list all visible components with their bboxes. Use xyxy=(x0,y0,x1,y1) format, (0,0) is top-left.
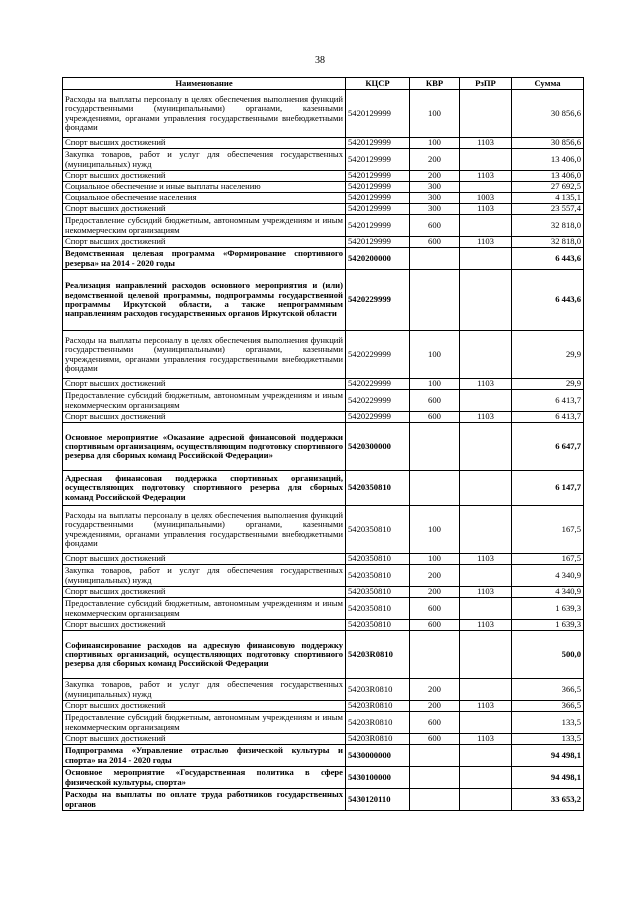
header-kvr: КВР xyxy=(410,78,460,90)
cell-rzpr xyxy=(460,182,512,193)
cell-kvr: 300 xyxy=(410,204,460,215)
cell-rzpr xyxy=(460,471,512,506)
cell-name: Социальное обеспечение и иные выплаты населению xyxy=(63,182,346,193)
table-row xyxy=(63,734,584,745)
cell-kvr: 600 xyxy=(410,215,460,237)
cell-kcsr: 54203R0810 xyxy=(346,701,410,712)
cell-kvr: 600 xyxy=(410,620,460,631)
cell-kvr: 600 xyxy=(410,734,460,745)
table-row xyxy=(63,554,584,565)
cell-rzpr xyxy=(460,745,512,767)
cell-name: Расходы на выплаты по оплате труда работников государственных органов xyxy=(63,789,346,811)
cell-rzpr: 1003 xyxy=(460,193,512,204)
cell-kvr: 200 xyxy=(410,171,460,182)
cell-kvr: 100 xyxy=(410,554,460,565)
cell-kvr: 100 xyxy=(410,138,460,149)
cell-name: Социальное обеспечение населения xyxy=(63,193,346,204)
cell-kvr xyxy=(410,767,460,789)
table-row xyxy=(63,471,584,506)
cell-sum: 1 639,3 xyxy=(512,598,584,620)
cell-rzpr: 1103 xyxy=(460,138,512,149)
table-row xyxy=(63,331,584,379)
cell-kvr: 600 xyxy=(410,412,460,423)
table-row xyxy=(63,506,584,554)
cell-name: Спорт высших достижений xyxy=(63,554,346,565)
cell-kvr: 200 xyxy=(410,701,460,712)
cell-kcsr: 54203R0810 xyxy=(346,631,410,679)
cell-sum: 366,5 xyxy=(512,679,584,701)
table-row xyxy=(63,215,584,237)
cell-rzpr: 1103 xyxy=(460,171,512,182)
cell-kcsr: 5430000000 xyxy=(346,745,410,767)
table-row xyxy=(63,565,584,587)
cell-kcsr: 5430100000 xyxy=(346,767,410,789)
cell-kcsr: 5420300000 xyxy=(346,423,410,471)
cell-rzpr xyxy=(460,598,512,620)
cell-kvr: 100 xyxy=(410,331,460,379)
table-row xyxy=(63,182,584,193)
table-header-row xyxy=(63,78,584,90)
cell-rzpr: 1103 xyxy=(460,379,512,390)
cell-kcsr: 5420129999 xyxy=(346,215,410,237)
cell-kcsr: 5420200000 xyxy=(346,248,410,270)
cell-kcsr: 5420350810 xyxy=(346,587,410,598)
cell-name: Реализация направлений расходов основного мероприятия и (или) ведомственной целевой программы, подпрограммы государственной программы Иркутской области, а также непрограммным направлениям расходов государственных органов Иркутской области xyxy=(63,270,346,331)
cell-kcsr: 5420350810 xyxy=(346,598,410,620)
cell-name: Спорт высших достижений xyxy=(63,237,346,248)
table-row xyxy=(63,631,584,679)
cell-kvr: 100 xyxy=(410,379,460,390)
cell-kcsr: 5420129999 xyxy=(346,90,410,138)
cell-rzpr xyxy=(460,712,512,734)
cell-rzpr: 1103 xyxy=(460,701,512,712)
cell-rzpr xyxy=(460,270,512,331)
cell-sum: 6 413,7 xyxy=(512,390,584,412)
cell-kcsr: 5420129999 xyxy=(346,237,410,248)
cell-sum: 4 135,1 xyxy=(512,193,584,204)
table-row xyxy=(63,620,584,631)
cell-kvr xyxy=(410,789,460,811)
cell-rzpr xyxy=(460,789,512,811)
cell-kvr xyxy=(410,745,460,767)
cell-sum: 4 340,9 xyxy=(512,587,584,598)
cell-name: Ведомственная целевая программа «Формирование спортивного резерва» на 2014 - 2020 годы xyxy=(63,248,346,270)
cell-sum: 27 692,5 xyxy=(512,182,584,193)
table-row xyxy=(63,171,584,182)
cell-kcsr: 5420129999 xyxy=(346,182,410,193)
cell-rzpr xyxy=(460,215,512,237)
cell-rzpr xyxy=(460,331,512,379)
cell-sum: 366,5 xyxy=(512,701,584,712)
table-row xyxy=(63,587,584,598)
cell-name: Предоставление субсидий бюджетным, автономным учреждениям и иным некоммерческим организациям xyxy=(63,712,346,734)
cell-name: Спорт высших достижений xyxy=(63,204,346,215)
cell-name: Спорт высших достижений xyxy=(63,171,346,182)
table-row xyxy=(63,767,584,789)
cell-sum: 32 818,0 xyxy=(512,215,584,237)
cell-rzpr xyxy=(460,423,512,471)
cell-sum: 13 406,0 xyxy=(512,171,584,182)
cell-kvr xyxy=(410,471,460,506)
cell-rzpr: 1103 xyxy=(460,204,512,215)
cell-kvr xyxy=(410,270,460,331)
cell-sum: 32 818,0 xyxy=(512,237,584,248)
cell-name: Софинансирование расходов на адресную финансовую поддержку спортивных организаций, осуществляющих подготовку спортивного резерва для сборных команд Российской Федерации xyxy=(63,631,346,679)
table-row xyxy=(63,390,584,412)
header-name: Наименование xyxy=(63,78,346,90)
cell-sum: 13 406,0 xyxy=(512,149,584,171)
cell-rzpr xyxy=(460,248,512,270)
cell-kvr xyxy=(410,248,460,270)
cell-kcsr: 5420350810 xyxy=(346,506,410,554)
cell-kcsr: 5420350810 xyxy=(346,554,410,565)
cell-name: Спорт высших достижений xyxy=(63,379,346,390)
cell-kcsr: 5420229999 xyxy=(346,379,410,390)
table-row xyxy=(63,701,584,712)
table-row xyxy=(63,270,584,331)
cell-name: Основное мероприятие «Государственная политика в сфере физической культуры, спорта» xyxy=(63,767,346,789)
cell-name: Закупка товаров, работ и услуг для обеспечения государственных (муниципальных) нужд xyxy=(63,149,346,171)
cell-name: Закупка товаров, работ и услуг для обеспечения государственных (муниципальных) нужд xyxy=(63,679,346,701)
cell-rzpr: 1103 xyxy=(460,620,512,631)
cell-kvr: 200 xyxy=(410,587,460,598)
cell-name: Предоставление субсидий бюджетным, автономным учреждениям и иным некоммерческим организациям xyxy=(63,598,346,620)
cell-rzpr xyxy=(460,90,512,138)
cell-kvr: 200 xyxy=(410,679,460,701)
cell-sum: 167,5 xyxy=(512,554,584,565)
table-row xyxy=(63,193,584,204)
cell-kvr: 100 xyxy=(410,506,460,554)
cell-sum: 167,5 xyxy=(512,506,584,554)
cell-sum: 94 498,1 xyxy=(512,767,584,789)
table-row xyxy=(63,248,584,270)
cell-rzpr: 1103 xyxy=(460,734,512,745)
cell-name: Спорт высших достижений xyxy=(63,412,346,423)
header-sum: Сумма xyxy=(512,78,584,90)
table-row xyxy=(63,423,584,471)
cell-sum: 23 557,4 xyxy=(512,204,584,215)
cell-name: Основное мероприятие «Оказание адресной финансовой поддержки спортивным организациям, осуществляющим подготовку спортивного резерва для сборных команд Российской Федерации» xyxy=(63,423,346,471)
cell-sum: 33 653,2 xyxy=(512,789,584,811)
header-rzpr: РзПР xyxy=(460,78,512,90)
table-row xyxy=(63,679,584,701)
cell-name: Спорт высших достижений xyxy=(63,734,346,745)
cell-kcsr: 5420229999 xyxy=(346,390,410,412)
cell-kcsr: 54203R0810 xyxy=(346,679,410,701)
cell-sum: 133,5 xyxy=(512,734,584,745)
cell-sum: 6 647,7 xyxy=(512,423,584,471)
cell-kcsr: 5420129999 xyxy=(346,204,410,215)
cell-rzpr: 1103 xyxy=(460,237,512,248)
cell-sum: 6 147,7 xyxy=(512,471,584,506)
cell-kcsr: 5430120110 xyxy=(346,789,410,811)
cell-sum: 29,9 xyxy=(512,379,584,390)
cell-name: Предоставление субсидий бюджетным, автономным учреждениям и иным некоммерческим организациям xyxy=(63,215,346,237)
cell-kvr xyxy=(410,631,460,679)
cell-sum: 30 856,6 xyxy=(512,138,584,149)
cell-sum: 94 498,1 xyxy=(512,745,584,767)
cell-kcsr: 5420229999 xyxy=(346,331,410,379)
cell-sum: 1 639,3 xyxy=(512,620,584,631)
table-row xyxy=(63,237,584,248)
cell-rzpr xyxy=(460,506,512,554)
cell-rzpr xyxy=(460,565,512,587)
table-row xyxy=(63,598,584,620)
cell-kcsr: 5420350810 xyxy=(346,620,410,631)
cell-name: Спорт высших достижений xyxy=(63,701,346,712)
cell-kvr: 300 xyxy=(410,182,460,193)
table-row xyxy=(63,90,584,138)
cell-rzpr xyxy=(460,631,512,679)
cell-name: Расходы на выплаты персоналу в целях обеспечения выполнения функций государственными (муниципальными) органами, казенными учреждениями, органами управления государственными внебюджетными фондами xyxy=(63,331,346,379)
cell-kvr xyxy=(410,423,460,471)
cell-kcsr: 54203R0810 xyxy=(346,712,410,734)
table-row xyxy=(63,149,584,171)
cell-kvr: 600 xyxy=(410,712,460,734)
cell-kvr: 100 xyxy=(410,90,460,138)
cell-sum: 29,9 xyxy=(512,331,584,379)
cell-rzpr: 1103 xyxy=(460,587,512,598)
cell-rzpr xyxy=(460,767,512,789)
header-kcsr: КЦСР xyxy=(346,78,410,90)
table-row xyxy=(63,204,584,215)
cell-kcsr: 5420350810 xyxy=(346,565,410,587)
cell-name: Закупка товаров, работ и услуг для обеспечения государственных (муниципальных) нужд xyxy=(63,565,346,587)
table-row xyxy=(63,712,584,734)
table-row xyxy=(63,745,584,767)
cell-sum: 6 413,7 xyxy=(512,412,584,423)
cell-name: Предоставление субсидий бюджетным, автономным учреждениям и иным некоммерческим организациям xyxy=(63,390,346,412)
cell-name: Подпрограмма «Управление отраслью физической культуры и спорта» на 2014 - 2020 годы xyxy=(63,745,346,767)
cell-sum: 4 340,9 xyxy=(512,565,584,587)
cell-kcsr: 5420129999 xyxy=(346,171,410,182)
cell-kcsr: 54203R0810 xyxy=(346,734,410,745)
table-row xyxy=(63,789,584,811)
cell-rzpr: 1103 xyxy=(460,554,512,565)
cell-sum: 6 443,6 xyxy=(512,270,584,331)
table-row xyxy=(63,379,584,390)
cell-kvr: 600 xyxy=(410,598,460,620)
table-row xyxy=(63,138,584,149)
cell-kcsr: 5420229999 xyxy=(346,412,410,423)
cell-sum: 133,5 xyxy=(512,712,584,734)
cell-kvr: 300 xyxy=(410,193,460,204)
cell-kvr: 200 xyxy=(410,149,460,171)
cell-rzpr xyxy=(460,390,512,412)
budget-table xyxy=(62,77,584,811)
cell-rzpr xyxy=(460,149,512,171)
cell-name: Расходы на выплаты персоналу в целях обеспечения выполнения функций государственными (муниципальными) органами, казенными учреждениями, органами управления государственными внебюджетными фондами xyxy=(63,90,346,138)
cell-sum: 500,0 xyxy=(512,631,584,679)
cell-kcsr: 5420129999 xyxy=(346,149,410,171)
table-row xyxy=(63,412,584,423)
cell-kcsr: 5420350810 xyxy=(346,471,410,506)
cell-sum: 30 856,6 xyxy=(512,90,584,138)
cell-sum: 6 443,6 xyxy=(512,248,584,270)
cell-name: Расходы на выплаты персоналу в целях обеспечения выполнения функций государственными (муниципальными) органами, казенными учреждениями, органами управления государственными внебюджетными фондами xyxy=(63,506,346,554)
cell-kvr: 600 xyxy=(410,237,460,248)
cell-kcsr: 5420129999 xyxy=(346,138,410,149)
cell-rzpr xyxy=(460,679,512,701)
cell-name: Спорт высших достижений xyxy=(63,138,346,149)
cell-name: Спорт высших достижений xyxy=(63,587,346,598)
cell-rzpr: 1103 xyxy=(460,412,512,423)
cell-name: Адресная финансовая поддержка спортивных организаций, осуществляющих подготовку спортивного резерва для сборных команд Российской Федерации xyxy=(63,471,346,506)
cell-kvr: 200 xyxy=(410,565,460,587)
page-number: 38 xyxy=(315,55,325,66)
cell-name: Спорт высших достижений xyxy=(63,620,346,631)
cell-kcsr: 5420229999 xyxy=(346,270,410,331)
cell-kvr: 600 xyxy=(410,390,460,412)
cell-kcsr: 5420129999 xyxy=(346,193,410,204)
